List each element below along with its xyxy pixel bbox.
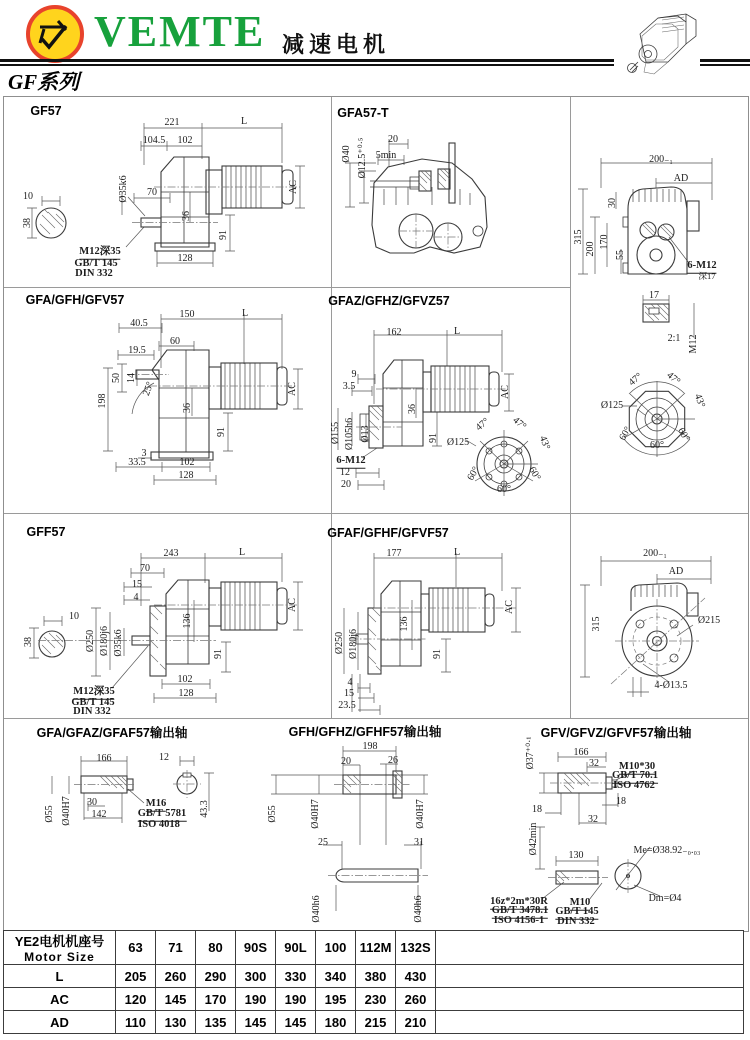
- dim-label: 10: [23, 191, 33, 202]
- dim-label: Ø37⁺⁰·¹: [525, 736, 536, 770]
- dim-label: 102: [179, 457, 195, 468]
- dim-label: 60°: [650, 440, 664, 451]
- dim-label: Ø105h6: [344, 417, 355, 451]
- motor-frame-size: 132S: [396, 931, 436, 965]
- dim-label: M10: [570, 898, 590, 911]
- dim-label: 166: [573, 747, 589, 758]
- dim-label: GB/T 145: [74, 257, 118, 269]
- dim-label: DIN 332: [557, 915, 595, 927]
- dimension-value: 120: [116, 988, 156, 1011]
- dim-label: 33.5: [128, 457, 146, 468]
- dimension-row-label: AD: [4, 1011, 116, 1034]
- dim-label: Ø250: [85, 629, 96, 653]
- panel-gf57: [4, 97, 332, 288]
- dim-label: 50: [111, 373, 122, 383]
- dim-label: GB/T 3478.1: [492, 906, 548, 919]
- gfaf-gfhf-gfvf57-drawing: [332, 514, 571, 719]
- dim-label: 43.3: [199, 800, 210, 818]
- header-rule-bottom-right: [700, 64, 750, 66]
- dimension-value: 290: [196, 965, 236, 988]
- dim-label: 3.5: [342, 381, 356, 392]
- dim-label: 23.5: [338, 700, 356, 711]
- dim-label: 38: [23, 637, 34, 647]
- dim-label: M12: [688, 334, 699, 354]
- dim-label: L: [241, 308, 249, 319]
- panel-title: GFF57: [26, 524, 66, 539]
- panel-title: GFH/GFHZ/GFHF57输出轴: [288, 724, 442, 739]
- panel-title: GFAZ/GFHZ/GFVZ57: [328, 293, 450, 308]
- empty-cell: [436, 1011, 744, 1034]
- dim-label: 55: [615, 250, 626, 260]
- dim-label: 177: [386, 548, 402, 559]
- dim-label: AD: [673, 173, 689, 184]
- dim-label: ISO 4156-1: [493, 914, 545, 926]
- header-rule-top-right: [700, 59, 750, 62]
- dim-label: 32: [588, 814, 598, 825]
- dim-label: Ø35k6: [113, 629, 124, 657]
- dimension-value: 210: [396, 1011, 436, 1034]
- dim-label: 315: [591, 616, 602, 632]
- dimension-value: 300: [236, 965, 276, 988]
- dim-label: 18: [616, 796, 626, 807]
- dimension-value: 145: [276, 1011, 316, 1034]
- dim-label: Ø40H7: [61, 796, 72, 826]
- dim-label: Ø215: [697, 615, 721, 626]
- dim-label: 4: [347, 677, 353, 688]
- series-heading: GF系列: [8, 70, 80, 94]
- panel-flange-views: [571, 97, 748, 514]
- dim-label: AC: [287, 598, 298, 612]
- dim-label: Ø180j6: [99, 626, 110, 656]
- dimension-value: 205: [116, 965, 156, 988]
- dim-label: 198: [97, 393, 108, 409]
- gfa57-t-drawing: [332, 97, 571, 288]
- gfa-gfh-gfv57-drawing: [4, 288, 332, 514]
- dim-label: 12: [159, 752, 169, 763]
- dimension-value: 190: [276, 988, 316, 1011]
- dim-label: Ø40h6: [311, 895, 322, 923]
- dimension-value: 230: [356, 988, 396, 1011]
- dim-label: 60°: [497, 484, 511, 495]
- dim-label: 36: [407, 404, 418, 414]
- dim-label: AC: [504, 600, 515, 614]
- panel-output-shafts: [4, 719, 748, 931]
- dim-label: 20: [388, 134, 398, 145]
- dim-label: Dm=Ø4: [648, 893, 682, 904]
- panel-gfa57-t: [332, 97, 571, 288]
- dim-label: 31: [414, 837, 424, 848]
- dim-label: Ø55: [267, 805, 278, 823]
- dim-label: 60°: [617, 424, 634, 443]
- dim-label: 47°: [473, 415, 492, 434]
- panel-title: GFA57-T: [337, 105, 389, 120]
- dim-label: 2:1: [667, 333, 681, 344]
- dim-label: 166: [96, 753, 112, 764]
- dim-label: 25°: [140, 380, 157, 398]
- dim-label: 243: [163, 548, 179, 559]
- dim-label: L: [453, 326, 461, 337]
- dim-label: 14: [126, 373, 137, 383]
- dim-label: 91: [428, 433, 439, 443]
- empty-cell: [436, 931, 744, 965]
- dim-label: ISO 4018: [138, 818, 180, 830]
- dim-label: 16z*2m*30R: [490, 897, 548, 910]
- dim-label: Ø13: [360, 425, 371, 443]
- dim-label: 200₋₁: [643, 548, 667, 559]
- size-header-cell: [4, 931, 116, 965]
- dim-label: 10: [69, 611, 79, 622]
- dim-label: GB/T 70.1: [612, 771, 658, 784]
- dim-label: 17: [649, 290, 659, 301]
- dimension-row-label: L: [4, 965, 116, 988]
- dim-label: 198: [362, 741, 378, 752]
- dim-label: 150: [179, 309, 195, 320]
- dim-label: 38: [22, 218, 33, 228]
- dim-label: 170: [599, 234, 610, 250]
- dim-label: 91: [216, 427, 227, 437]
- dim-label: 221: [164, 117, 180, 128]
- dim-label: 200: [585, 241, 596, 257]
- dim-label: 104.5: [142, 135, 166, 146]
- dim-label: 32: [589, 758, 599, 769]
- dim-label: 4-Ø13.5: [654, 680, 688, 691]
- motor-frame-size: 71: [156, 931, 196, 965]
- dim-label: 9: [351, 369, 357, 380]
- dim-label: 15: [344, 688, 354, 699]
- gff57-drawing: [4, 514, 332, 719]
- dim-label: AC: [288, 180, 299, 194]
- dim-label: 25: [318, 837, 328, 848]
- dim-label: L: [238, 547, 246, 558]
- dim-label: DIN 332: [75, 267, 113, 279]
- dim-label: Ø40: [341, 145, 352, 163]
- dimension-value: 145: [156, 988, 196, 1011]
- panel-title: GFV/GFVZ/GFVF57输出轴: [540, 725, 692, 740]
- dimension-value: 190: [236, 988, 276, 1011]
- dimension-value: 330: [276, 965, 316, 988]
- dim-label: Ø155: [330, 421, 341, 445]
- dim-label: 91: [432, 649, 443, 659]
- panel-gfa-gfh-gfv57: [4, 288, 332, 514]
- dim-label: 20: [341, 479, 351, 490]
- dim-label: Ø180j6: [348, 629, 359, 659]
- dim-label: 30: [607, 198, 618, 208]
- dim-label: Ø40H7: [415, 799, 426, 829]
- table-header-en: Motor Size: [24, 950, 95, 964]
- motor-frame-size: 100: [316, 931, 356, 965]
- panel-title: GFA/GFH/GFV57: [25, 292, 125, 307]
- dim-label: 142: [91, 809, 107, 820]
- dimension-value: 135: [196, 1011, 236, 1034]
- dim-label: 60°: [526, 464, 543, 483]
- panel-title: GFA/GFAZ/GFAF57输出轴: [36, 725, 188, 740]
- dim-label: M16: [146, 799, 166, 812]
- dim-label: Ø40h6: [413, 895, 424, 923]
- dim-label: 91: [218, 230, 229, 240]
- dimension-value: 130: [156, 1011, 196, 1034]
- dim-label: M12深35: [79, 247, 120, 260]
- dim-label: 深17: [698, 270, 716, 281]
- dim-label: Ø12.5⁺⁰·⁵: [357, 137, 368, 179]
- dim-label: 200₋₁: [649, 154, 673, 165]
- dimension-value: 145: [236, 1011, 276, 1034]
- header-rule-top: [0, 59, 614, 62]
- dim-label: 128: [178, 470, 194, 481]
- dim-label: 4: [133, 592, 139, 603]
- dimension-value: 430: [396, 965, 436, 988]
- table-row: [4, 988, 744, 1011]
- dim-label: 40.5: [130, 318, 148, 329]
- dim-label: Ø42min: [528, 822, 539, 856]
- panel-title: GFAF/GFHF/GFVF57: [327, 525, 449, 540]
- dim-label: 70: [147, 187, 157, 198]
- dim-label: 43°: [536, 434, 553, 452]
- dim-label: Ø250: [334, 631, 345, 655]
- dim-label: 47°: [510, 414, 529, 433]
- dim-label: 128: [177, 253, 193, 264]
- logo-glyph: [30, 9, 80, 59]
- dimension-value: 340: [316, 965, 356, 988]
- dim-label: 91: [213, 649, 224, 659]
- dim-label: 162: [386, 327, 402, 338]
- dim-label: Ø125: [446, 437, 470, 448]
- dimension-value: 215: [356, 1011, 396, 1034]
- dim-label: L: [453, 547, 461, 558]
- dim-label: AD: [668, 566, 684, 577]
- dim-label: 315: [573, 229, 584, 245]
- dim-label: 128: [178, 688, 194, 699]
- header-rule-bottom: [0, 64, 614, 66]
- dim-label: 47°: [664, 369, 683, 388]
- dim-label: 102: [177, 674, 193, 685]
- dimension-row-label: AC: [4, 988, 116, 1011]
- dim-label: L: [240, 116, 248, 127]
- panel-gfaf-gfhf-gfvf57: [327, 514, 571, 719]
- dim-label: 102: [177, 135, 193, 146]
- motor-size-table: [3, 930, 744, 1034]
- dim-label: 60°: [675, 425, 692, 444]
- motor-frame-size: 112M: [356, 931, 396, 965]
- dim-label: 12: [340, 467, 350, 478]
- vemte-logo-icon: [26, 5, 84, 63]
- dimension-value: 110: [116, 1011, 156, 1034]
- dim-label: 6-M12: [336, 456, 365, 469]
- dim-label: AC: [287, 382, 298, 396]
- dim-label: M12深35: [73, 687, 114, 700]
- dim-label: 20: [341, 756, 351, 767]
- dim-label: GB/T 5781: [138, 809, 187, 822]
- panel-gff57: [4, 514, 332, 719]
- panel-title: GF57: [30, 103, 62, 118]
- dim-label: AC: [500, 385, 511, 399]
- dim-label: 15: [132, 579, 142, 590]
- gearmotor-isometric-icon: [612, 4, 704, 82]
- dimension-value: 260: [156, 965, 196, 988]
- motor-frame-size: 63: [116, 931, 156, 965]
- dim-label: 43°: [691, 392, 708, 410]
- dimension-value: 380: [356, 965, 396, 988]
- empty-cell: [436, 988, 744, 1011]
- dim-label: 47°: [626, 370, 645, 389]
- drawing-grid: [3, 96, 749, 932]
- dim-label: 70: [140, 563, 150, 574]
- dimension-value: 260: [396, 988, 436, 1011]
- dim-label: 136: [399, 616, 410, 632]
- dim-label: Ø40H7: [310, 799, 321, 829]
- dim-label: 6-M12: [687, 261, 716, 274]
- dim-label: 19.5: [128, 345, 146, 356]
- dim-label: M10*30: [619, 762, 655, 775]
- panel-flange-face-view: [571, 514, 748, 719]
- dim-label: GB/T 145: [555, 907, 598, 920]
- brand-name: VEMTE: [94, 7, 266, 56]
- table-row: [4, 1011, 744, 1034]
- dim-label: 36: [182, 403, 193, 413]
- dimension-value: 170: [196, 988, 236, 1011]
- dim-label: Ø55: [44, 805, 55, 823]
- dim-label: ISO 4762: [613, 779, 655, 791]
- dim-label: 5min: [375, 150, 397, 161]
- dim-label: 18: [532, 804, 542, 815]
- dim-label: 136: [182, 613, 193, 629]
- dim-label: Ø35k6: [118, 175, 129, 203]
- empty-cell: [436, 965, 744, 988]
- table-row: [4, 965, 744, 988]
- dim-label: DIN 332: [73, 705, 111, 717]
- dim-label: 130: [568, 850, 584, 861]
- dim-label: Me=Ø38.92₋₀.₀₃: [633, 845, 701, 856]
- dim-label: GB/T 145: [71, 696, 115, 708]
- page-title: 减速电机: [282, 32, 391, 57]
- dim-label: 26: [388, 755, 398, 766]
- motor-frame-size: 90S: [236, 931, 276, 965]
- motor-frame-size: 90L: [276, 931, 316, 965]
- dim-label: 30: [87, 797, 97, 808]
- motor-frame-size: 80: [196, 931, 236, 965]
- panel-gfaz-gfhz-gfvz57: [328, 288, 571, 514]
- dim-label: 60°: [465, 464, 482, 483]
- dim-label: Ø125: [600, 400, 624, 411]
- dim-label: 60: [170, 336, 180, 347]
- dimension-value: 180: [316, 1011, 356, 1034]
- dim-label: 36: [181, 211, 192, 221]
- table-header-cn: YE2电机机座号: [14, 934, 105, 949]
- dimension-value: 195: [316, 988, 356, 1011]
- dim-label: 3: [141, 448, 147, 459]
